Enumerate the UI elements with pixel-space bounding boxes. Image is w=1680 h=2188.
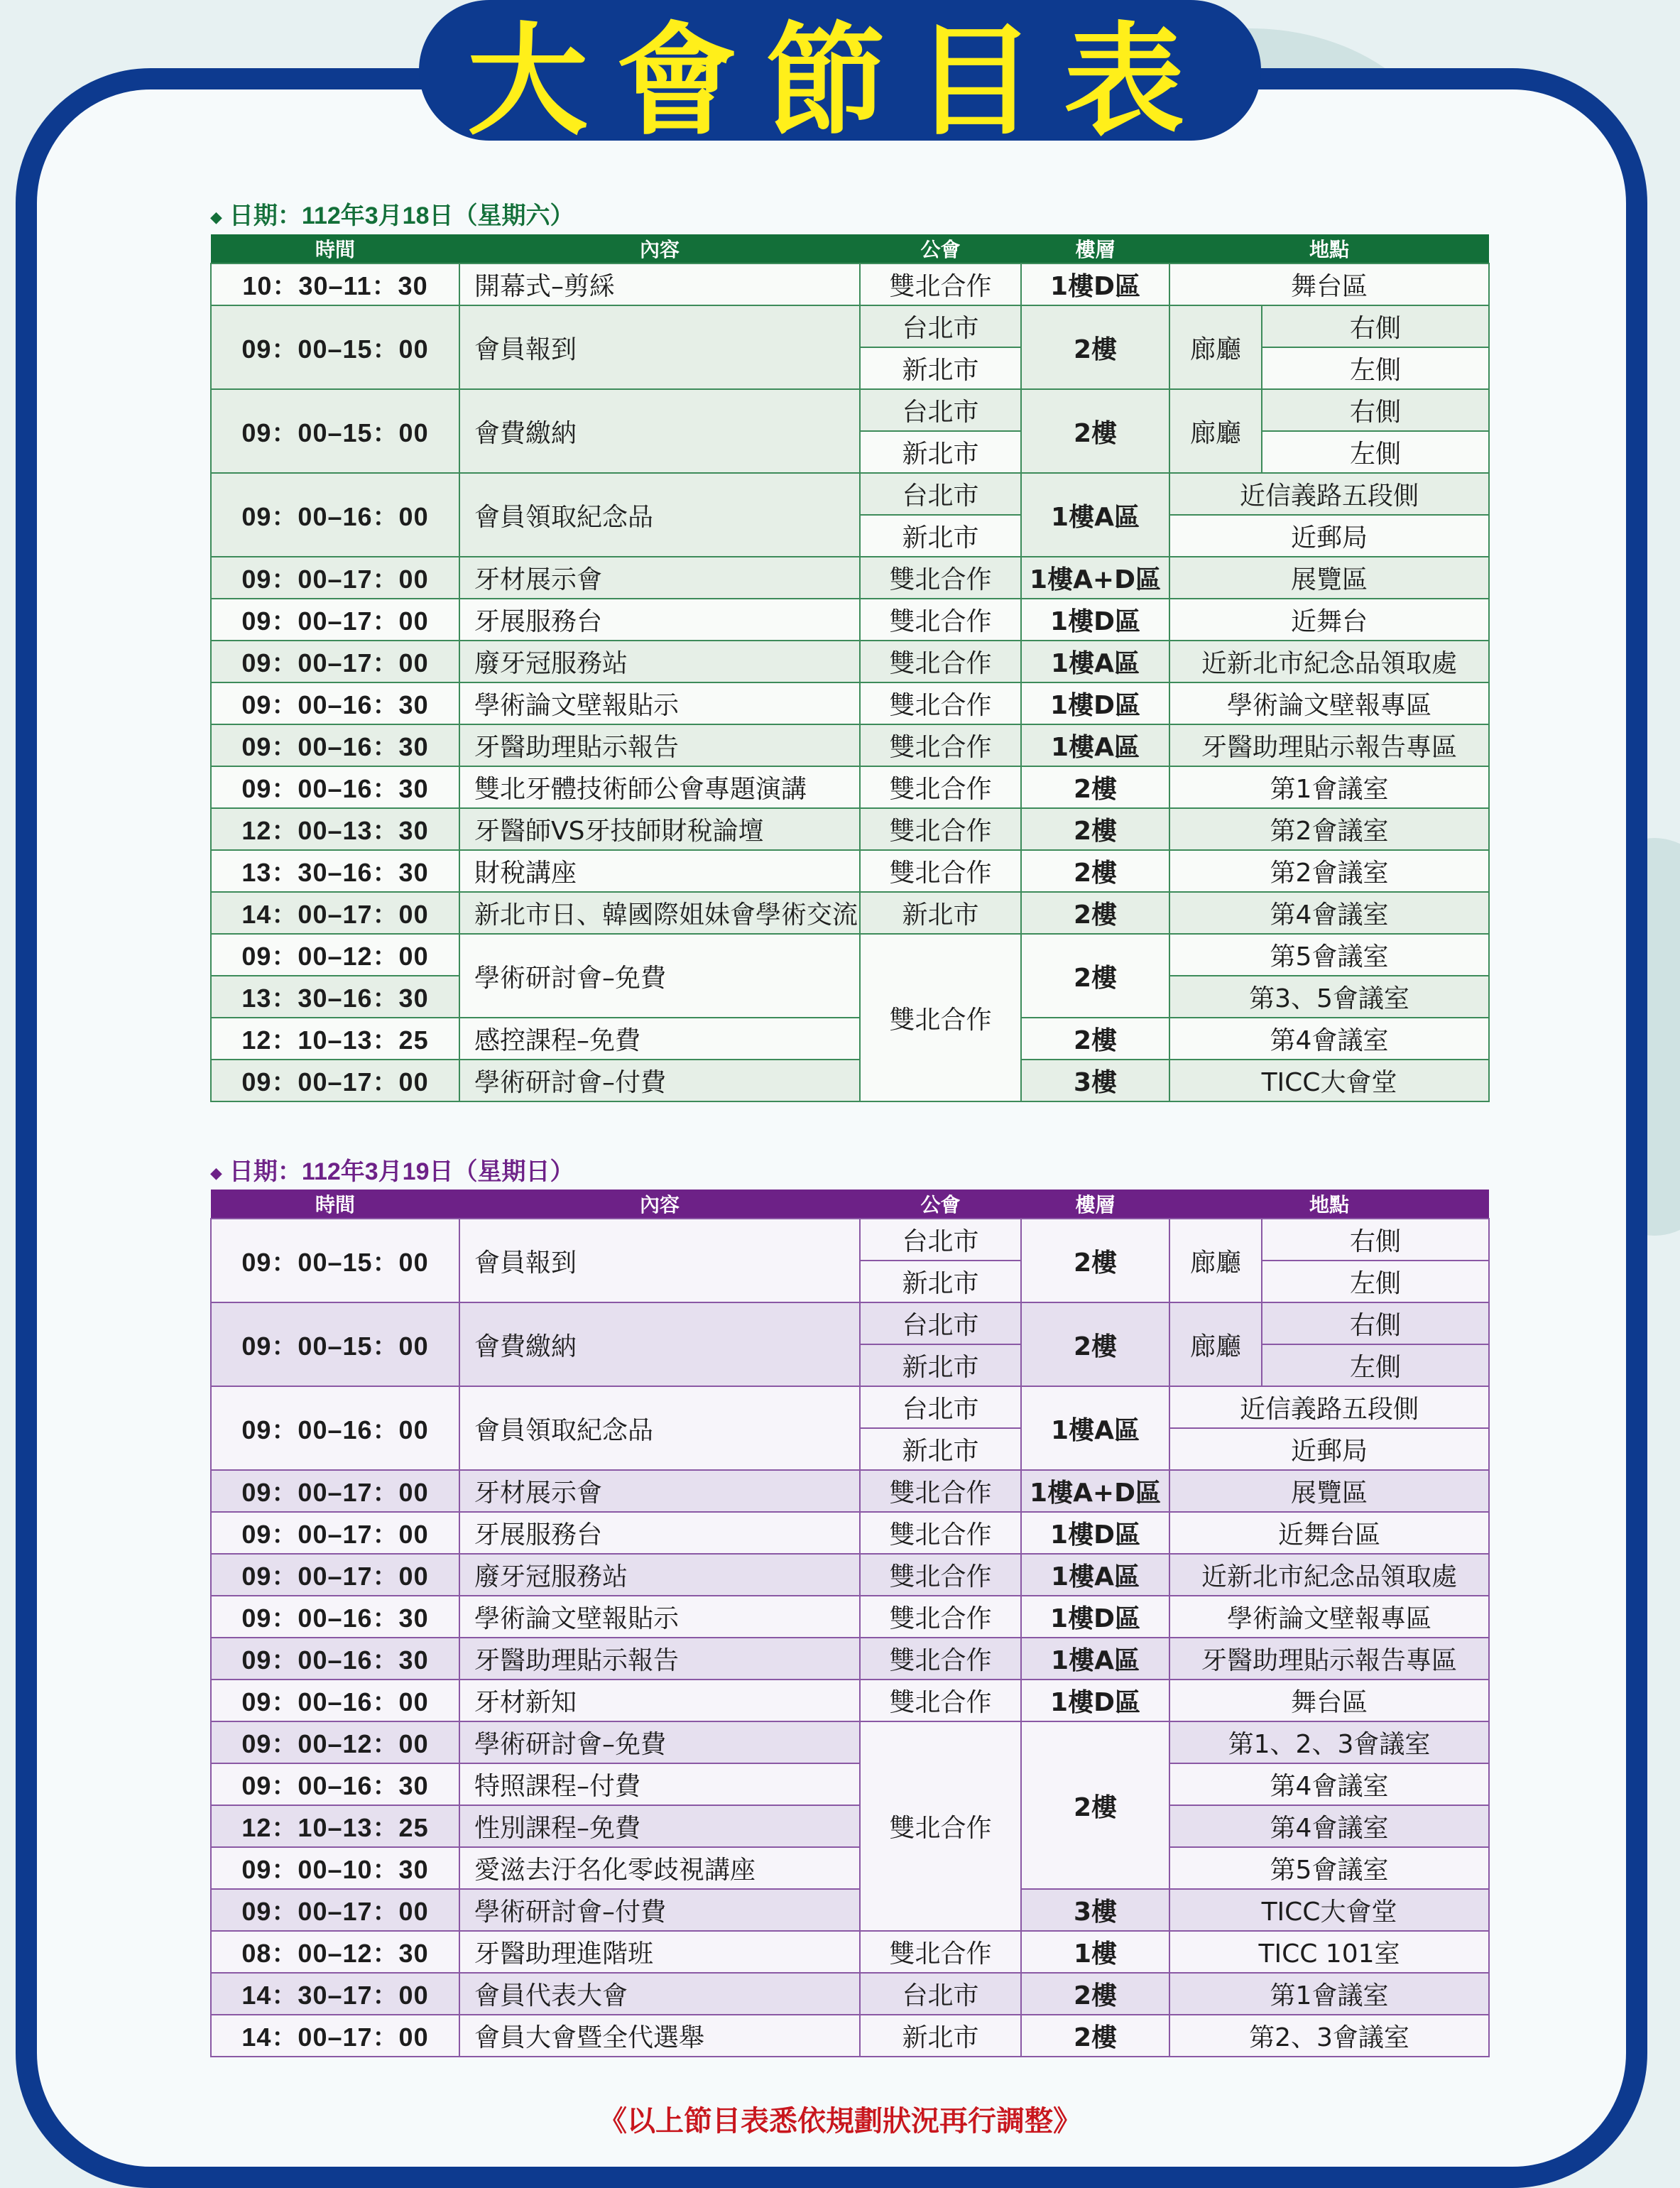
floor-cell: 2樓: [1021, 1302, 1169, 1386]
place-cell: 第2、3會議室: [1169, 2015, 1489, 2057]
table-row: [211, 1596, 1489, 1638]
side-cell: 右側: [1262, 1219, 1489, 1261]
side-cell: 左側: [1262, 1261, 1489, 1302]
table-row: [211, 892, 1489, 934]
header-content: 內容: [459, 234, 860, 263]
time-cell: 12：10–13：25: [211, 1805, 459, 1847]
side-cell: 右側: [1262, 305, 1489, 347]
time-cell: 09：00–10：30: [211, 1847, 459, 1889]
content-cell: 雙北牙體技術師公會專題演講: [459, 766, 860, 808]
floor-cell: 2樓: [1021, 766, 1169, 808]
floor-cell: 2樓: [1021, 1219, 1169, 1302]
header-union: 公會: [860, 234, 1021, 263]
table-row: [211, 599, 1489, 641]
time-cell: 09：00–16：30: [211, 1638, 459, 1680]
content-cell: 牙展服務台: [459, 1512, 860, 1554]
time-cell: 09：00–15：00: [211, 389, 459, 473]
union-cell: 雙北合作: [860, 599, 1021, 641]
content-cell: 牙展服務台: [459, 599, 860, 641]
time-cell: 09：00–17：00: [211, 1512, 459, 1554]
table-row: [211, 1386, 1489, 1428]
time-cell: 13：30–16：30: [211, 850, 459, 892]
content-cell: 會員大會暨全代選舉: [459, 2015, 860, 2057]
time-cell: 09：00–16：30: [211, 766, 459, 808]
place-cell: 牙醫助理貼示報告專區: [1169, 1638, 1489, 1680]
time-cell: 09：00–12：00: [211, 1721, 459, 1763]
time-cell: 09：00–17：00: [211, 1060, 459, 1101]
side-cell: 左側: [1262, 347, 1489, 389]
union-cell: 雙北合作: [860, 1638, 1021, 1680]
table-row: [211, 1680, 1489, 1721]
time-cell: 10：30–11：30: [211, 263, 459, 305]
place-cell: 第5會議室: [1169, 1847, 1489, 1889]
hall-cell: 廊廳: [1169, 1302, 1262, 1386]
union-cell: 新北市: [860, 1261, 1021, 1302]
time-cell: 09：00–16：00: [211, 1386, 459, 1470]
time-cell: 14：30–17：00: [211, 1973, 459, 2015]
time-cell: 09：00–16：00: [211, 473, 459, 557]
side-cell: 右側: [1262, 1302, 1489, 1344]
floor-cell: 2樓: [1021, 1973, 1169, 2015]
table-row: [211, 1889, 1489, 1931]
place-cell: 近新北市紀念品領取處: [1169, 1554, 1489, 1596]
floor-cell: 2樓: [1021, 934, 1169, 1018]
side-cell: 右側: [1262, 389, 1489, 431]
place-cell: 第4會議室: [1169, 1805, 1489, 1847]
union-cell: 雙北合作: [860, 1470, 1021, 1512]
content-cell: 學術論文壁報貼示: [459, 1596, 860, 1638]
time-cell: 13：30–16：30: [211, 976, 459, 1018]
floor-cell: 2樓: [1021, 850, 1169, 892]
side-cell: 左側: [1262, 1344, 1489, 1386]
table-header-row: [211, 234, 1489, 263]
place-cell: 學術論文壁報專區: [1169, 1596, 1489, 1638]
floor-cell: 1樓: [1021, 1931, 1169, 1973]
place-cell: 舞台區: [1169, 1680, 1489, 1721]
floor-cell: 1樓A+D區: [1021, 1470, 1169, 1512]
time-cell: 09：00–16：00: [211, 1680, 459, 1721]
table-header-row: [211, 1190, 1489, 1219]
union-cell: 雙北合作: [860, 1596, 1021, 1638]
union-cell: 雙北合作: [860, 1512, 1021, 1554]
time-cell: 12：10–13：25: [211, 1018, 459, 1060]
table-row: [211, 724, 1489, 766]
time-cell: 09：00–17：00: [211, 1554, 459, 1596]
floor-cell: 3樓: [1021, 1889, 1169, 1931]
day1-schedule-table: [210, 234, 1490, 1102]
footnote: 《以上節目表悉依規劃狀況再行調整》: [599, 2105, 1081, 2138]
time-cell: 09：00–17：00: [211, 599, 459, 641]
place-cell: 第1、2、3會議室: [1169, 1721, 1489, 1763]
table-row: [211, 1219, 1489, 1261]
floor-cell: 1樓A區: [1021, 473, 1169, 557]
floor-cell: 1樓D區: [1021, 682, 1169, 724]
time-cell: 09：00–16：30: [211, 724, 459, 766]
place-cell: 第2會議室: [1169, 808, 1489, 850]
table-row: [211, 1847, 1489, 1889]
table-row: [211, 1973, 1489, 2015]
content-cell: 會員代表大會: [459, 1973, 860, 2015]
floor-cell: 1樓D區: [1021, 1512, 1169, 1554]
union-cell: 雙北合作: [860, 1554, 1021, 1596]
table-row: [211, 934, 1489, 976]
time-cell: 09：00–15：00: [211, 1302, 459, 1386]
day2-schedule-table: [210, 1190, 1490, 2057]
header-union: 公會: [860, 1190, 1021, 1219]
content-cell: 會員報到: [459, 1219, 860, 1302]
union-cell: 台北市: [860, 1973, 1021, 2015]
time-cell: 09：00–17：00: [211, 557, 459, 599]
place-cell: 第5會議室: [1169, 934, 1489, 976]
place-cell: 展覽區: [1169, 1470, 1489, 1512]
content-cell: 特照課程–付費: [459, 1763, 860, 1805]
content-cell: 財稅講座: [459, 850, 860, 892]
time-cell: 09：00–17：00: [211, 1470, 459, 1512]
header-place: 地點: [1169, 1190, 1489, 1219]
union-cell: 雙北合作: [860, 641, 1021, 682]
diamond-bullet-icon: ◆: [210, 208, 222, 227]
place-cell: 學術論文壁報專區: [1169, 682, 1489, 724]
time-cell: 08：00–12：30: [211, 1931, 459, 1973]
union-cell: 台北市: [860, 1219, 1021, 1261]
floor-cell: 2樓: [1021, 808, 1169, 850]
content-cell: 廢牙冠服務站: [459, 641, 860, 682]
content-cell: 學術論文壁報貼示: [459, 682, 860, 724]
time-cell: 09：00–17：00: [211, 641, 459, 682]
content-cell: 會費繳納: [459, 1302, 860, 1386]
content-cell: 會員領取紀念品: [459, 1386, 860, 1470]
content-cell: 廢牙冠服務站: [459, 1554, 860, 1596]
floor-cell: 2樓: [1021, 892, 1169, 934]
content-cell: 會費繳納: [459, 389, 860, 473]
floor-cell: 1樓D區: [1021, 263, 1169, 305]
table-row: [211, 1060, 1489, 1101]
time-cell: 14：00–17：00: [211, 2015, 459, 2057]
time-cell: 12：00–13：30: [211, 808, 459, 850]
table-row: [211, 808, 1489, 850]
content-cell: 牙材展示會: [459, 1470, 860, 1512]
union-cell: 雙北合作: [860, 1680, 1021, 1721]
floor-cell: 1樓A+D區: [1021, 557, 1169, 599]
content-cell: 感控課程–免費: [459, 1018, 860, 1060]
floor-cell: 2樓: [1021, 2015, 1169, 2057]
content-cell: 會員報到: [459, 305, 860, 389]
union-cell: 雙北合作: [860, 1721, 1021, 1931]
table-row: [211, 305, 1489, 347]
content-cell: 學術研討會–付費: [459, 1060, 860, 1101]
floor-cell: 1樓A區: [1021, 641, 1169, 682]
time-cell: 09：00–17：00: [211, 1889, 459, 1931]
hall-cell: 廊廳: [1169, 1219, 1262, 1302]
floor-cell: 3樓: [1021, 1060, 1169, 1101]
header-content: 內容: [459, 1190, 860, 1219]
floor-cell: 1樓D區: [1021, 599, 1169, 641]
floor-cell: 1樓A區: [1021, 1554, 1169, 1596]
table-row: [211, 473, 1489, 515]
place-cell: 第1會議室: [1169, 1973, 1489, 2015]
place-cell: 近郵局: [1169, 515, 1489, 557]
day2-date: 日期：112年3月19日（星期日）: [229, 1158, 574, 1185]
content-cell: 牙醫助理貼示報告: [459, 724, 860, 766]
union-cell: 新北市: [860, 515, 1021, 557]
table-row: [211, 1931, 1489, 1973]
header-time: 時間: [211, 234, 459, 263]
floor-cell: 1樓A區: [1021, 1638, 1169, 1680]
place-cell: 近舞台區: [1169, 1512, 1489, 1554]
place-cell: 第3、5會議室: [1169, 976, 1489, 1018]
table-row: [211, 766, 1489, 808]
time-cell: 09：00–16：30: [211, 1763, 459, 1805]
union-cell: 新北市: [860, 431, 1021, 473]
union-cell: 雙北合作: [860, 724, 1021, 766]
place-cell: 近舞台: [1169, 599, 1489, 641]
union-cell: 雙北合作: [860, 808, 1021, 850]
day2-date-line: [210, 1152, 574, 1187]
union-cell: 雙北合作: [860, 682, 1021, 724]
place-cell: 近信義路五段側: [1169, 473, 1489, 515]
place-cell: 舞台區: [1169, 263, 1489, 305]
title-banner: [419, 0, 1261, 152]
place-cell: 第4會議室: [1169, 1763, 1489, 1805]
table-row: [211, 2015, 1489, 2057]
table-row: [211, 1638, 1489, 1680]
floor-cell: 2樓: [1021, 389, 1169, 473]
content-cell: 會員領取紀念品: [459, 473, 860, 557]
table-row: [211, 1470, 1489, 1512]
table-row: [211, 682, 1489, 724]
floor-cell: 2樓: [1021, 1721, 1169, 1889]
floor-cell: 1樓D區: [1021, 1596, 1169, 1638]
content-cell: 牙醫助理進階班: [459, 1931, 860, 1973]
content-cell: 學術研討會–免費: [459, 934, 860, 1018]
content-cell: 牙材新知: [459, 1680, 860, 1721]
table-row: [211, 263, 1489, 305]
place-cell: TICC大會堂: [1169, 1889, 1489, 1931]
union-cell: 台北市: [860, 473, 1021, 515]
union-cell: 雙北合作: [860, 557, 1021, 599]
table-row: [211, 850, 1489, 892]
place-cell: 第1會議室: [1169, 766, 1489, 808]
hall-cell: 廊廳: [1169, 389, 1262, 473]
table-row: [211, 1302, 1489, 1344]
union-cell: 台北市: [860, 305, 1021, 347]
place-cell: 近郵局: [1169, 1428, 1489, 1470]
time-cell: 09：00–15：00: [211, 305, 459, 389]
place-cell: 近新北市紀念品領取處: [1169, 641, 1489, 682]
header-floor: 樓層: [1021, 234, 1169, 263]
union-cell: 新北市: [860, 347, 1021, 389]
place-cell: TICC 101室: [1169, 1931, 1489, 1973]
content-cell: 性別課程–免費: [459, 1805, 860, 1847]
place-cell: 第4會議室: [1169, 892, 1489, 934]
content-cell: 學術研討會–付費: [459, 1889, 860, 1931]
table-row: [211, 1512, 1489, 1554]
union-cell: 雙北合作: [860, 766, 1021, 808]
content-cell: 新北市日、韓國際姐妹會學術交流: [459, 892, 860, 934]
table-row: [211, 389, 1489, 431]
table-row: [211, 1554, 1489, 1596]
union-cell: 雙北合作: [860, 263, 1021, 305]
table-row: [211, 1018, 1489, 1060]
header-floor: 樓層: [1021, 1190, 1169, 1219]
table-row: [211, 1721, 1489, 1763]
content-cell: 牙醫師VS牙技師財稅論壇: [459, 808, 860, 850]
table-row: [211, 1805, 1489, 1847]
union-cell: 新北市: [860, 1428, 1021, 1470]
table-row: [211, 641, 1489, 682]
union-cell: 雙北合作: [860, 934, 1021, 1101]
hall-cell: 廊廳: [1169, 305, 1262, 389]
time-cell: 09：00–15：00: [211, 1219, 459, 1302]
union-cell: 台北市: [860, 389, 1021, 431]
content-cell: 牙醫助理貼示報告: [459, 1638, 860, 1680]
union-cell: 新北市: [860, 1344, 1021, 1386]
place-cell: TICC大會堂: [1169, 1060, 1489, 1101]
union-cell: 雙北合作: [860, 1931, 1021, 1973]
floor-cell: 1樓D區: [1021, 1680, 1169, 1721]
floor-cell: 2樓: [1021, 305, 1169, 389]
table-row: [211, 1763, 1489, 1805]
time-cell: 09：00–16：30: [211, 1596, 459, 1638]
content-cell: 學術研討會–免費: [459, 1721, 860, 1763]
union-cell: 台北市: [860, 1386, 1021, 1428]
time-cell: 09：00–12：00: [211, 934, 459, 976]
union-cell: 新北市: [860, 892, 1021, 934]
content-cell: 牙材展示會: [459, 557, 860, 599]
time-cell: 14：00–17：00: [211, 892, 459, 934]
place-cell: 第2會議室: [1169, 850, 1489, 892]
place-cell: 展覽區: [1169, 557, 1489, 599]
place-cell: 近信義路五段側: [1169, 1386, 1489, 1428]
diamond-bullet-icon: ◆: [210, 1164, 222, 1182]
union-cell: 新北市: [860, 2015, 1021, 2057]
day1-date: 日期：112年3月18日（星期六）: [229, 202, 574, 229]
union-cell: 雙北合作: [860, 850, 1021, 892]
floor-cell: 1樓A區: [1021, 724, 1169, 766]
union-cell: 台北市: [860, 1302, 1021, 1344]
place-cell: 牙醫助理貼示報告專區: [1169, 724, 1489, 766]
floor-cell: 2樓: [1021, 1018, 1169, 1060]
content-cell: 愛滋去汙名化零歧視講座: [459, 1847, 860, 1889]
header-place: 地點: [1169, 234, 1489, 263]
side-cell: 左側: [1262, 431, 1489, 473]
floor-cell: 1樓A區: [1021, 1386, 1169, 1470]
day1-date-line: [210, 196, 574, 231]
place-cell: 第4會議室: [1169, 1018, 1489, 1060]
page-title: 大會節目表: [467, 11, 1213, 152]
time-cell: 09：00–16：30: [211, 682, 459, 724]
header-time: 時間: [211, 1190, 459, 1219]
content-cell: 開幕式–剪綵: [459, 263, 860, 305]
table-row: [211, 557, 1489, 599]
